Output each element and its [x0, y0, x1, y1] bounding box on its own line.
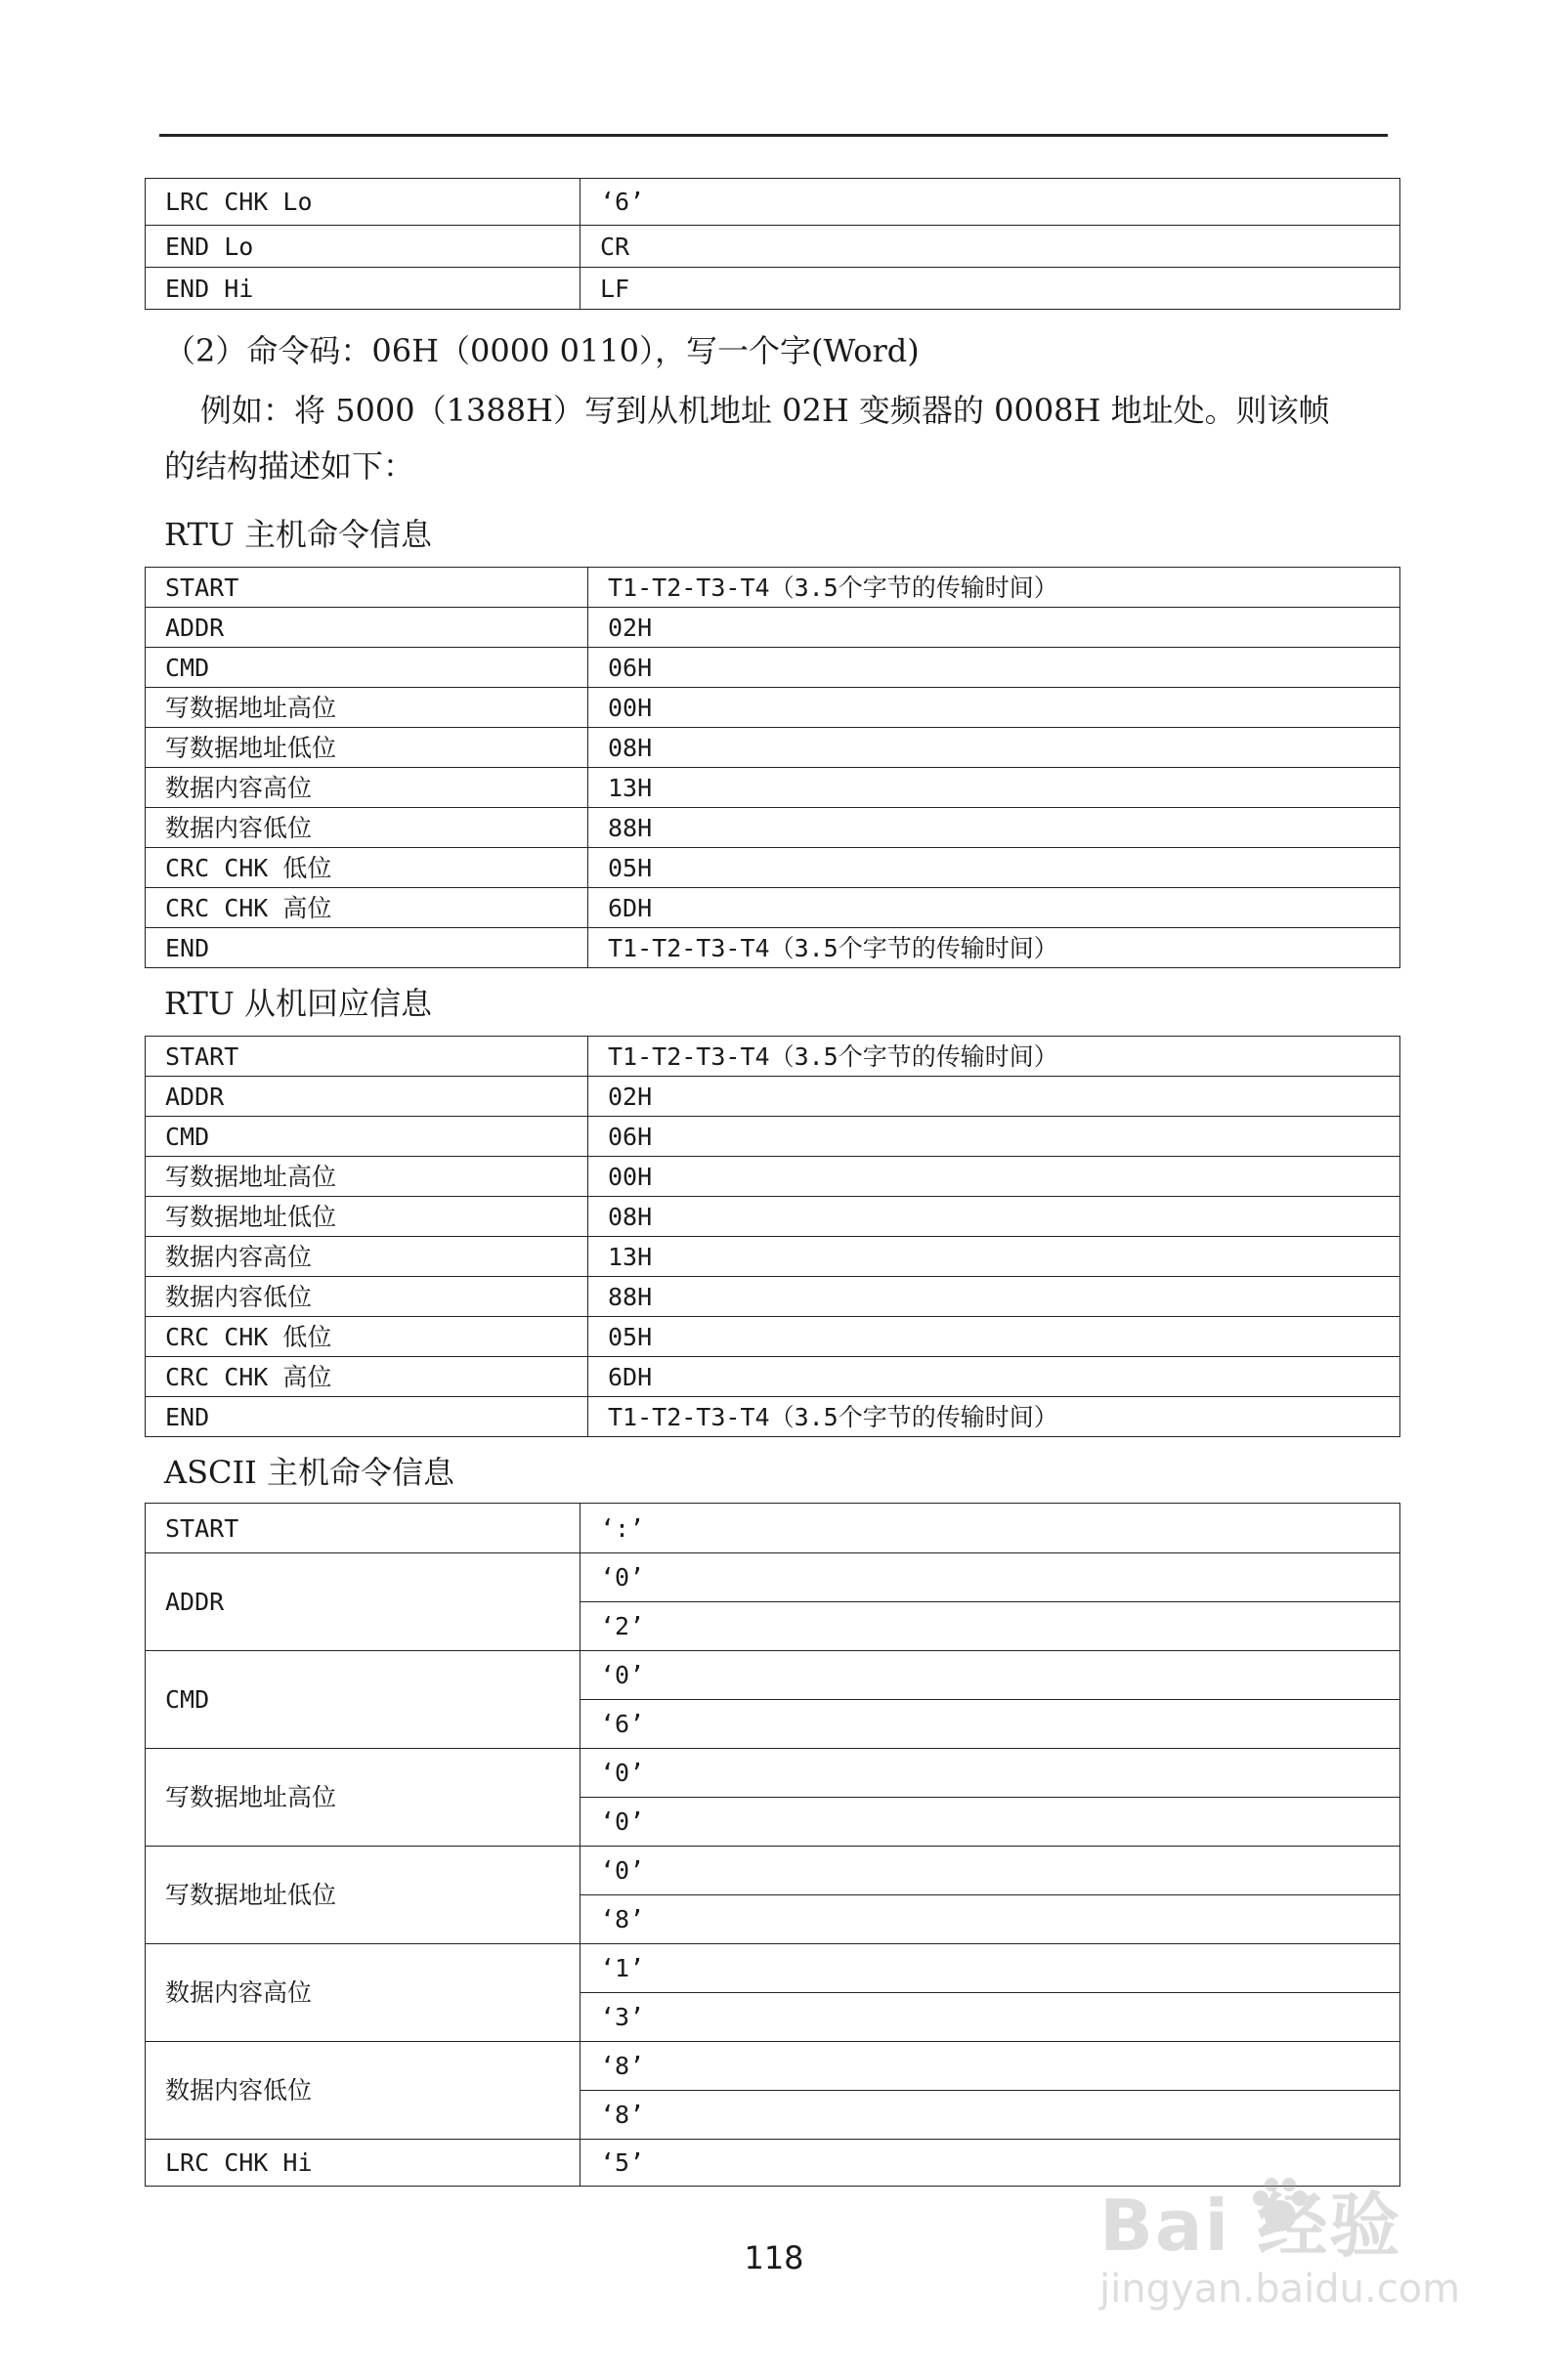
cell-value: 6DH: [588, 1357, 1400, 1397]
cell-value: ‘0’: [580, 1749, 1400, 1798]
table-row: [146, 1157, 1400, 1197]
example-line-2: 的结构描述如下：: [164, 447, 415, 485]
watermark-brand: Bai 经验: [1099, 2185, 1402, 2267]
table-row: [146, 1117, 1400, 1157]
cell-value: 13H: [588, 1237, 1400, 1277]
cell-field: END: [146, 928, 588, 968]
table-row: [146, 808, 1400, 848]
cell-field: ADDR: [146, 1077, 588, 1117]
table-ascii-master: [145, 1503, 1400, 2187]
cell-field: 写数据地址高位: [146, 1157, 588, 1197]
cell-field: END Hi: [146, 268, 580, 310]
cell-field: START: [146, 568, 588, 608]
cell-value: 08H: [588, 1197, 1400, 1237]
table-row: [146, 1944, 1400, 1993]
table-row: [146, 1317, 1400, 1357]
ascii-master-title: ASCII 主机命令信息: [164, 1454, 454, 1491]
table-row: [146, 848, 1400, 888]
cell-field: START: [146, 1504, 580, 1553]
cell-field: 写数据地址低位: [146, 1847, 580, 1944]
cell-field: CMD: [146, 1117, 588, 1157]
example-line-1: 例如：将 5000（1388H）写到从机地址 02H 变频器的 0008H 地址处。则该帧: [200, 392, 1330, 429]
cell-value: LF: [580, 268, 1400, 310]
cell-value: ‘6’: [580, 179, 1400, 226]
table-row: [146, 1749, 1400, 1798]
cell-value: 06H: [588, 1117, 1400, 1157]
header-rule: [159, 134, 1388, 137]
cell-value: ‘8’: [580, 2042, 1400, 2091]
table-row: [146, 1504, 1400, 1553]
cell-field: END: [146, 1397, 588, 1437]
cell-value: ‘0’: [580, 1847, 1400, 1895]
table-row: [146, 608, 1400, 648]
cell-value: 05H: [588, 848, 1400, 888]
table-row: [146, 1237, 1400, 1277]
table-row: [146, 1037, 1400, 1077]
table-row: [146, 1847, 1400, 1895]
cell-field: ADDR: [146, 608, 588, 648]
cell-field: 写数据地址低位: [146, 728, 588, 768]
page-number: 118: [744, 2239, 804, 2276]
cell-value: ‘2’: [580, 1602, 1400, 1651]
cell-field: ADDR: [146, 1553, 580, 1651]
table-row: [146, 1553, 1400, 1602]
table-rtu-master: [145, 567, 1400, 968]
cell-field: 写数据地址高位: [146, 1749, 580, 1847]
cell-value: ‘0’: [580, 1651, 1400, 1700]
cell-value: ‘6’: [580, 1700, 1400, 1749]
cell-value: 88H: [588, 1277, 1400, 1317]
cell-value: ‘:’: [580, 1504, 1400, 1553]
cell-value: ‘8’: [580, 1895, 1400, 1944]
table-row: [146, 1277, 1400, 1317]
cell-value: T1-T2-T3-T4（3.5个字节的传输时间）: [588, 1037, 1400, 1077]
watermark: [1099, 2169, 1461, 2335]
table-top: [145, 178, 1400, 310]
watermark-url: jingyan.baidu.com: [1099, 2267, 1461, 2312]
cell-value: CR: [580, 226, 1400, 268]
cell-field: CRC CHK 低位: [146, 1317, 588, 1357]
table-row: [146, 568, 1400, 608]
cell-value: T1-T2-T3-T4（3.5个字节的传输时间）: [588, 568, 1400, 608]
cell-field: 数据内容高位: [146, 1237, 588, 1277]
table-row: [146, 888, 1400, 928]
rtu-slave-title: RTU 从机回应信息: [164, 985, 433, 1022]
cell-value: 08H: [588, 728, 1400, 768]
cell-field: 写数据地址低位: [146, 1197, 588, 1237]
table-row: [146, 648, 1400, 688]
table-row: [146, 768, 1400, 808]
cell-field: 数据内容高位: [146, 768, 588, 808]
cell-value: 06H: [588, 648, 1400, 688]
cell-value: 00H: [588, 1157, 1400, 1197]
cell-field: CMD: [146, 1651, 580, 1749]
cell-field: CRC CHK 高位: [146, 1357, 588, 1397]
cell-field: 数据内容低位: [146, 808, 588, 848]
table-row: [146, 268, 1400, 310]
cell-field: END Lo: [146, 226, 580, 268]
cell-value: ‘0’: [580, 1798, 1400, 1847]
paw-icon: [1246, 2173, 1314, 2241]
cell-field: 数据内容低位: [146, 2042, 580, 2140]
table-row: [146, 179, 1400, 226]
cell-field: 写数据地址高位: [146, 688, 588, 728]
table-row: [146, 1077, 1400, 1117]
table-row: [146, 226, 1400, 268]
cell-value: T1-T2-T3-T4（3.5个字节的传输时间）: [588, 928, 1400, 968]
cell-value: T1-T2-T3-T4（3.5个字节的传输时间）: [588, 1397, 1400, 1437]
table-row: [146, 1357, 1400, 1397]
cell-value: 6DH: [588, 888, 1400, 928]
cell-field: LRC CHK Lo: [146, 179, 580, 226]
cell-field: 数据内容高位: [146, 1944, 580, 2042]
table-row: [146, 728, 1400, 768]
table-row: [146, 1651, 1400, 1700]
cell-field: LRC CHK Hi: [146, 2140, 580, 2187]
cell-value: ‘3’: [580, 1993, 1400, 2042]
cell-value: ‘5’: [580, 2140, 1400, 2187]
table-row: [146, 688, 1400, 728]
cell-field: 数据内容低位: [146, 1277, 588, 1317]
rtu-master-title: RTU 主机命令信息: [164, 516, 433, 553]
cell-field: CMD: [146, 648, 588, 688]
table-row: [146, 2042, 1400, 2091]
cell-value: 00H: [588, 688, 1400, 728]
table-row: [146, 1197, 1400, 1237]
section-heading: （2）命令码：06H（0000 0110），写一个字(Word): [164, 332, 920, 369]
cell-value: 05H: [588, 1317, 1400, 1357]
cell-value: ‘1’: [580, 1944, 1400, 1993]
table-rtu-slave: [145, 1036, 1400, 1437]
cell-field: CRC CHK 低位: [146, 848, 588, 888]
cell-value: ‘0’: [580, 1553, 1400, 1602]
cell-value: 88H: [588, 808, 1400, 848]
cell-value: 02H: [588, 608, 1400, 648]
cell-field: START: [146, 1037, 588, 1077]
table-row: [146, 1397, 1400, 1437]
cell-value: 02H: [588, 1077, 1400, 1117]
cell-value: 13H: [588, 768, 1400, 808]
cell-field: CRC CHK 高位: [146, 888, 588, 928]
table-row: [146, 928, 1400, 968]
cell-value: ‘8’: [580, 2091, 1400, 2140]
